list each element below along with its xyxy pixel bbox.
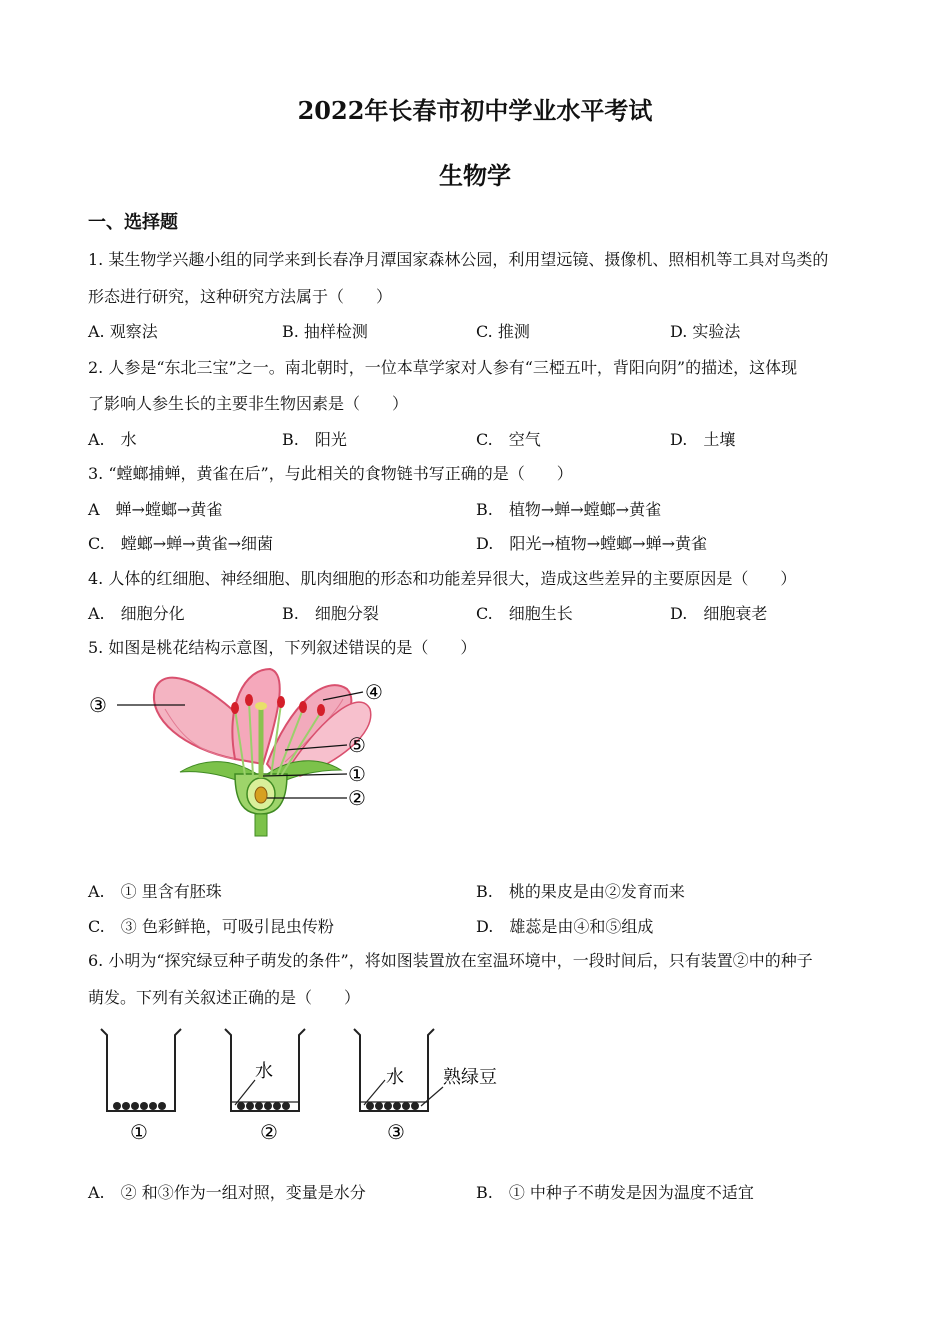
flower-label-filament: ⑤ bbox=[348, 733, 366, 757]
water-label-3: 水 bbox=[386, 1067, 404, 1088]
apparatus-label-3: ③ bbox=[387, 1120, 405, 1144]
seed-germination-apparatus bbox=[95, 1025, 515, 1145]
section-heading: 一、选择题 bbox=[88, 212, 178, 233]
flower-label-petal: ③ bbox=[89, 693, 107, 717]
q2-option-a[interactable]: A. 水 bbox=[88, 430, 137, 449]
q3-option-d[interactable]: D. 阳光→植物→螳螂→蝉→黄雀 bbox=[476, 534, 707, 553]
q6-option-a[interactable]: A. ② 和③作为一组对照，变量是水分 bbox=[88, 1183, 366, 1202]
subject-title: 生物学 bbox=[439, 161, 511, 190]
q4-option-d[interactable]: D. 细胞衰老 bbox=[670, 604, 768, 623]
q4-option-c[interactable]: C. 细胞生长 bbox=[476, 604, 573, 623]
q2-option-b[interactable]: B. 阳光 bbox=[282, 430, 347, 449]
q1-option-a[interactable]: A. 观察法 bbox=[88, 322, 158, 341]
flower-label-style: ① bbox=[348, 762, 366, 786]
question-1-line-1: 1. 某生物学兴趣小组的同学来到长春净月潭国家森林公园，利用望远镜、摄像机、照相机等工具对鸟类的 bbox=[88, 250, 829, 269]
apparatus-label-1: ① bbox=[130, 1120, 148, 1144]
question-6-line-1: 6. 小明为“探究绿豆种子萌发的条件”，将如图装置放在室温环境中，一段时间后，只有装置②中的种子 bbox=[88, 951, 813, 970]
question-6-line-2: 萌发。下列有关叙述正确的是（ ） bbox=[88, 988, 361, 1007]
question-1-line-2: 形态进行研究，这种研究方法属于（ ） bbox=[88, 287, 393, 306]
q5-option-c[interactable]: C. ③ 色彩鲜艳，可吸引昆虫传粉 bbox=[88, 917, 334, 936]
q1-option-d[interactable]: D. 实验法 bbox=[670, 322, 741, 341]
q2-option-d[interactable]: D. 土壤 bbox=[670, 430, 736, 449]
q4-option-b[interactable]: B. 细胞分裂 bbox=[282, 604, 379, 623]
q4-option-a[interactable]: A. 细胞分化 bbox=[88, 604, 185, 623]
q5-option-d[interactable]: D. 雄蕊是由④和⑤组成 bbox=[476, 917, 654, 936]
water-label-2: 水 bbox=[255, 1061, 273, 1082]
question-2-line-1: 2. 人参是“东北三宝”之一。南北朝时，一位本草学家对人参有“三椏五叶，背阳向阴”的描述，这体现 bbox=[88, 358, 798, 377]
question-2-line-2: 了影响人参生长的主要非生物因素是（ ） bbox=[88, 394, 409, 413]
q5-option-a[interactable]: A. ① 里含有胚珠 bbox=[88, 882, 222, 901]
q1-option-b[interactable]: B. 抽样检测 bbox=[282, 322, 368, 341]
q6-option-b[interactable]: B. ① 中种子不萌发是因为温度不适宜 bbox=[476, 1183, 754, 1202]
apparatus-label-2: ② bbox=[260, 1120, 278, 1144]
q1-option-c[interactable]: C. 推测 bbox=[476, 322, 530, 341]
q5-option-b[interactable]: B. 桃的果皮是由②发育而来 bbox=[476, 882, 685, 901]
question-3-line-1: 3. “螳螂捕蝉，黄雀在后”，与此相关的食物链书写正确的是（ ） bbox=[88, 464, 573, 483]
peach-flower-diagram bbox=[85, 664, 395, 840]
exam-title: 2022年长春市初中学业水平考试 bbox=[297, 96, 653, 125]
question-5-line-1: 5. 如图是桃花结构示意图，下列叙述错误的是（ ） bbox=[88, 638, 477, 657]
flower-label-anther: ④ bbox=[365, 680, 383, 704]
q3-option-b[interactable]: B. 植物→蝉→螳螂→黄雀 bbox=[476, 500, 662, 519]
q2-option-c[interactable]: C. 空气 bbox=[476, 430, 541, 449]
question-4-line-1: 4. 人体的红细胞、神经细胞、肌肉细胞的形态和功能差异很大，造成这些差异的主要原因是（ ） bbox=[88, 569, 797, 588]
q3-option-a[interactable]: A 蝉→螳螂→黄雀 bbox=[88, 500, 223, 519]
cooked-mungbean-label: 熟绿豆 bbox=[443, 1067, 497, 1088]
q3-option-c[interactable]: C. 螳螂→蝉→黄雀→细菌 bbox=[88, 534, 273, 553]
flower-label-ovary: ② bbox=[348, 786, 366, 810]
